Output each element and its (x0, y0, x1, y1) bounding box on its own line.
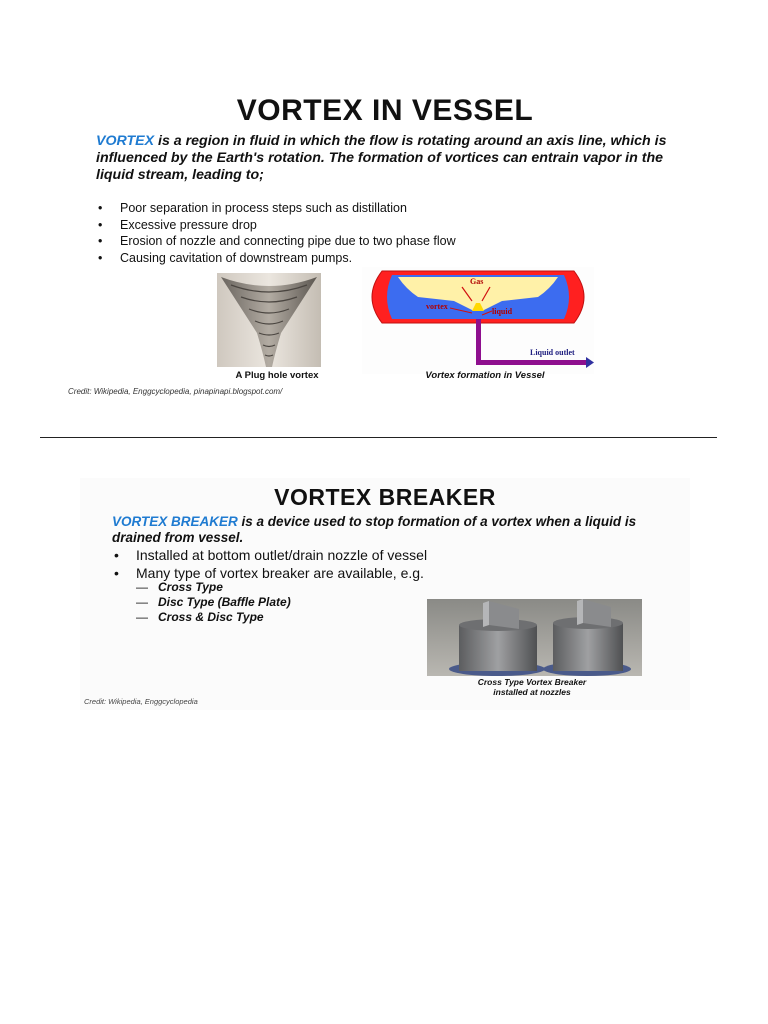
breaker-caption-line1: Cross Type Vortex Breaker (477, 677, 587, 687)
list-item: — Cross & Disc Type (136, 610, 291, 625)
vessel-diagram-caption: Vortex formation in Vessel (425, 370, 545, 381)
slide1-title: VORTEX IN VESSEL (236, 94, 534, 127)
vortex-breaker-photo (427, 599, 642, 676)
diagram-gas-label: Gas (470, 277, 484, 286)
breaker-caption-line2: installed at nozzles (493, 687, 571, 697)
diagram-vortex-label: vortex (426, 302, 448, 311)
list-item: • Many type of vortex breaker are available, e.g. (112, 564, 427, 582)
slide-vortex-breaker (80, 478, 690, 710)
page-divider (40, 437, 717, 438)
slide1-credit: Credit: Wikipedia, Enggcyclopedia, pinapinapi.blogspot.com/ (68, 387, 283, 396)
slide2-bullet-list (112, 546, 427, 582)
slide1-bullet-list (96, 200, 456, 266)
plug-hole-vortex-image (217, 273, 321, 367)
plug-hole-caption: A Plug hole vortex (235, 370, 319, 381)
list-item: — Cross Type (136, 580, 291, 595)
slide-vortex-in-vessel (60, 80, 710, 400)
list-item: — Disc Type (Baffle Plate) (136, 595, 291, 610)
slide1-intro-text: is a region in fluid in which the flow is rotating around an axis line, which is influenced by the Earth's rotation. The formation of vortices can entrain vapor in the liquid stream, leading to; (96, 133, 667, 183)
breaker-photo-caption (432, 677, 632, 697)
slide2-intro-text: is a device used to stop formation of a vortex when a liquid is drained from vessel. (112, 514, 637, 545)
list-item: • Erosion of nozzle and connecting pipe due to two phase flow (96, 233, 456, 250)
list-item: • Excessive pressure drop (96, 217, 456, 234)
list-item: • Causing cavitation of downstream pumps. (96, 250, 456, 267)
breaker-type-list (136, 580, 291, 625)
slide2-intro-keyword: VORTEX BREAKER (112, 514, 238, 529)
slide2-intro (112, 514, 672, 546)
slide2-title: VORTEX BREAKER (274, 484, 496, 510)
diagram-outlet-label: Liquid outlet (530, 348, 575, 357)
slide2-credit: Credit: Wikipedia, Enggcyclopedia (84, 697, 198, 706)
slide1-intro-keyword: VORTEX (96, 133, 155, 149)
slide1-intro (96, 133, 676, 184)
vessel-vortex-diagram (362, 267, 594, 374)
list-item: • Poor separation in process steps such as distillation (96, 200, 456, 217)
diagram-liquid-label: liquid (492, 307, 513, 316)
list-item: • Installed at bottom outlet/drain nozzle of vessel (112, 546, 427, 564)
